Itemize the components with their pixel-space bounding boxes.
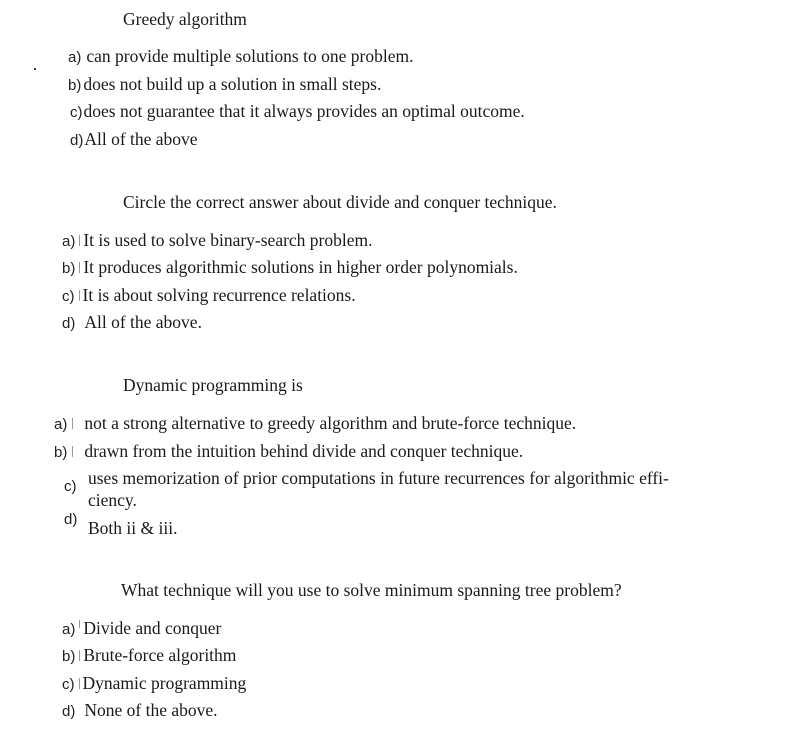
option-letter: c) (62, 288, 75, 305)
option-text: does not guarantee that it always provides an optimal outcome. (83, 101, 525, 121)
option-letter: b) (68, 77, 82, 94)
question-4-option-a[interactable] (62, 618, 221, 639)
option-text: Brute-force algorithm (83, 645, 237, 665)
option-letter: c) (64, 478, 77, 495)
option-text: It produces algorithmic solutions in higher order polynomials. (83, 257, 518, 277)
question-3-option-c[interactable] (64, 478, 77, 495)
question-3-option-d-text: Both ii & iii. (88, 518, 178, 538)
option-text: It is used to solve binary-search problem. (83, 230, 373, 250)
question-1-option-a[interactable] (68, 46, 413, 67)
option-marker (79, 620, 80, 628)
question-3-title: Dynamic programming is (123, 375, 303, 395)
question-4-option-c[interactable] (62, 673, 246, 694)
option-text: drawn from the intuition behind divide and conquer technique. (84, 441, 524, 461)
stray-mark (34, 68, 36, 70)
option-marker (79, 235, 80, 246)
option-text: Divide and conquer (83, 618, 222, 638)
question-2-title: Circle the correct answer about divide and conquer technique. (123, 192, 557, 212)
option-text: Dynamic programming (82, 673, 247, 693)
option-marker (72, 418, 73, 429)
option-letter: c) (62, 676, 75, 693)
option-letter: b) (62, 260, 76, 277)
option-marker (79, 262, 80, 273)
option-text: does not build up a solution in small steps. (83, 74, 382, 94)
question-3-option-a[interactable] (54, 413, 576, 434)
question-2-option-d[interactable] (62, 312, 202, 333)
question-1-option-c[interactable] (70, 101, 525, 122)
question-2-option-a[interactable] (62, 230, 373, 251)
question-3-option-d[interactable] (64, 511, 77, 528)
option-text: It is about solving recurrence relations. (82, 285, 356, 305)
option-letter: a) (68, 49, 82, 66)
option-marker (72, 446, 73, 457)
question-4-option-b[interactable] (62, 645, 236, 666)
question-1-option-b[interactable] (68, 74, 381, 95)
option-text: All of the above. (84, 312, 202, 332)
option-text: can provide multiple solutions to one problem. (86, 46, 414, 66)
option-letter: d) (62, 703, 76, 720)
option-letter: a) (54, 416, 68, 433)
option-letter: c) (70, 104, 83, 121)
option-marker (79, 678, 80, 689)
option-text-line-1: uses memorization of prior computations in future recurrences for algorithmic effi- (88, 468, 669, 488)
option-text: not a strong alternative to greedy algorithm and brute-force technique. (84, 413, 577, 433)
option-letter: b) (62, 648, 76, 665)
option-letter: d) (64, 511, 78, 528)
question-1-title: Greedy algorithm (123, 9, 247, 29)
option-letter: d) (70, 132, 84, 149)
option-text: None of the above. (84, 700, 218, 720)
option-letter: d) (62, 315, 76, 332)
option-marker (79, 290, 80, 301)
question-4-option-d[interactable] (62, 700, 218, 721)
option-letter: a) (62, 233, 76, 250)
option-marker (79, 650, 80, 661)
option-text: All of the above (84, 129, 198, 149)
question-3-option-c-text (88, 467, 669, 511)
option-text-line-2: ciency. (88, 490, 137, 510)
question-2-option-b[interactable] (62, 257, 518, 278)
option-letter: b) (54, 444, 68, 461)
question-2-option-c[interactable] (62, 285, 356, 306)
question-4-title: What technique will you use to solve minimum spanning tree problem? (121, 580, 622, 600)
question-1-option-d[interactable] (70, 129, 198, 150)
option-letter: a) (62, 621, 76, 638)
question-3-option-b[interactable] (54, 441, 523, 462)
